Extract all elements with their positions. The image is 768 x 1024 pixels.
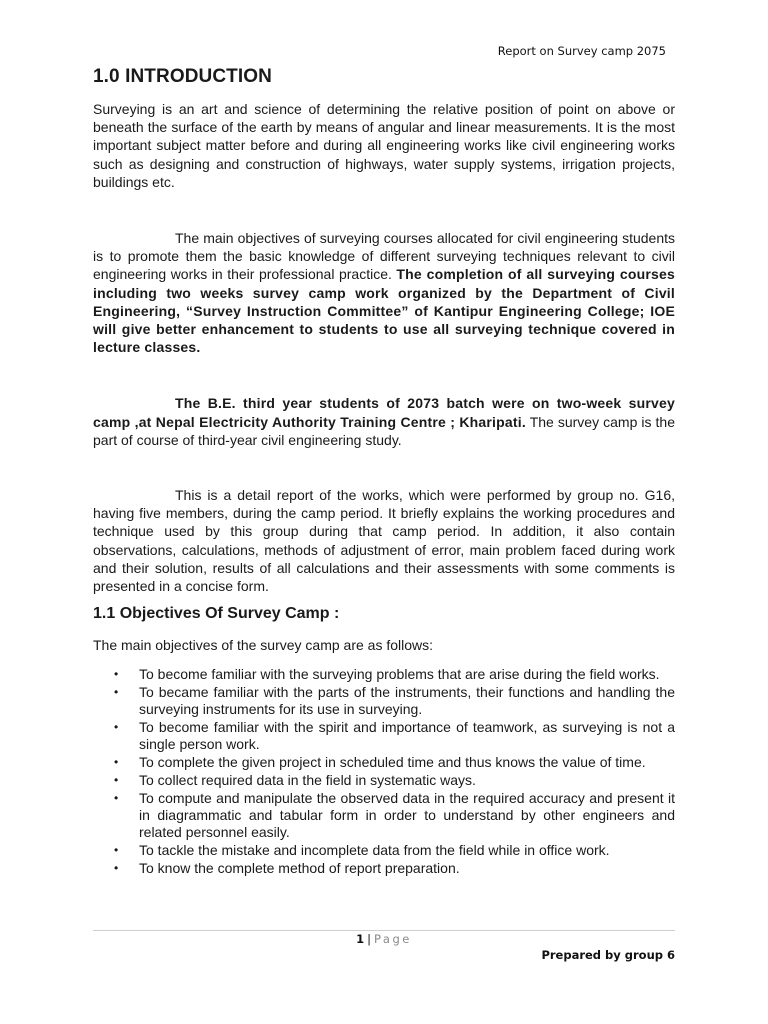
paragraph-course-objectives (93, 229, 675, 356)
bullet-icon: • (114, 861, 119, 876)
objectives-lead-text: The main objectives of the survey camp are as follows: (93, 637, 434, 654)
page-word: Page (374, 932, 412, 946)
section-heading-objectives: 1.1 Objectives Of Survey Camp : (93, 605, 340, 623)
paragraph-camp-location-bold: The B.E. third year students of 2073 batch were on two-week survey camp ,at Nepal Electricity Authority Training Centre ; Kharipati. (93, 395, 675, 430)
running-header: Report on Survey camp 2075 (497, 44, 666, 58)
paragraph-camp-location-normal: The survey camp is the part of course of third-year civil engineering study. (93, 413, 675, 448)
bullet-icon: • (114, 755, 119, 770)
bullet-icon: • (114, 791, 119, 806)
list-item: • To collect required data in the field in systematic ways. (114, 772, 476, 789)
document-body (93, 66, 675, 878)
paragraph-camp-location (93, 394, 675, 449)
bullet-icon: • (114, 843, 119, 858)
paragraph-report-summary-text: This is a detail report of the works, which were performed by group no. G16, having five members, during the camp period. It briefly explains the working procedures and technique used by this group during that camp period. In addition, it also contain observations, calculations, methods of adjustment of error, main problem faced during work and their solution, results of all calculations and their assessments with some comments is presented in a concise form. (93, 487, 675, 595)
paragraph-course-objectives-bold: The completion of all surveying courses including two weeks survey camp work organized by the Department of Civil Engineering, “Survey Instruction Committee” of Kantipur Engineering College; IOE will give better enhancement to students to use all surveying technique covered in lecture classes. (93, 266, 675, 356)
bullet-icon: • (114, 667, 119, 682)
list-item: • To become familiar with the surveying problems that are arise during the field works. (114, 666, 660, 683)
paragraph-course-objectives-normal: The main objectives of surveying courses allocated for civil engineering students is to promote them the basic knowledge of different surveying techniques relevant to civil engineering works in their professional practice. (93, 230, 675, 283)
paragraph-report-summary (93, 486, 675, 595)
list-item: • To became familiar with the parts of the instruments, their functions and handling the surveying instruments for its use in surveying. (114, 684, 675, 718)
page-number-separator: | (367, 932, 372, 946)
list-item: • To complete the given project in scheduled time and thus knows the value of time. (114, 754, 646, 771)
list-item: • To tackle the mistake and incomplete data from the field while in office work. (114, 842, 610, 859)
section-heading-introduction: 1.0 INTRODUCTION (93, 66, 272, 87)
bullet-icon: • (114, 773, 119, 788)
list-item: • To know the complete method of report preparation. (114, 860, 460, 877)
paragraph-surveying-definition: Surveying is an art and science of determining the relative position of point on above or beneath the surface of the earth by means of angular and linear measurements. It is the most important subject matter before and during all engineering works like civil engineering works such as designing and construction of highways, water supply systems, irrigation projects, buildings etc. (93, 101, 675, 190)
page-number-value: 1 (356, 932, 365, 946)
list-item: • To become familiar with the spirit and importance of teamwork, as surveying is not a single person work. (114, 719, 675, 753)
bullet-icon: • (114, 720, 119, 735)
page-number (0, 932, 768, 946)
objectives-list (93, 666, 675, 877)
footer-divider (93, 930, 675, 931)
bullet-icon: • (114, 685, 119, 700)
list-item: • To compute and manipulate the observed data in the required accuracy and present it in diagrammatic and tabular form in order to understand by other engineers and related personnel easily. (114, 790, 675, 841)
prepared-by: Prepared by group 6 (541, 948, 675, 962)
